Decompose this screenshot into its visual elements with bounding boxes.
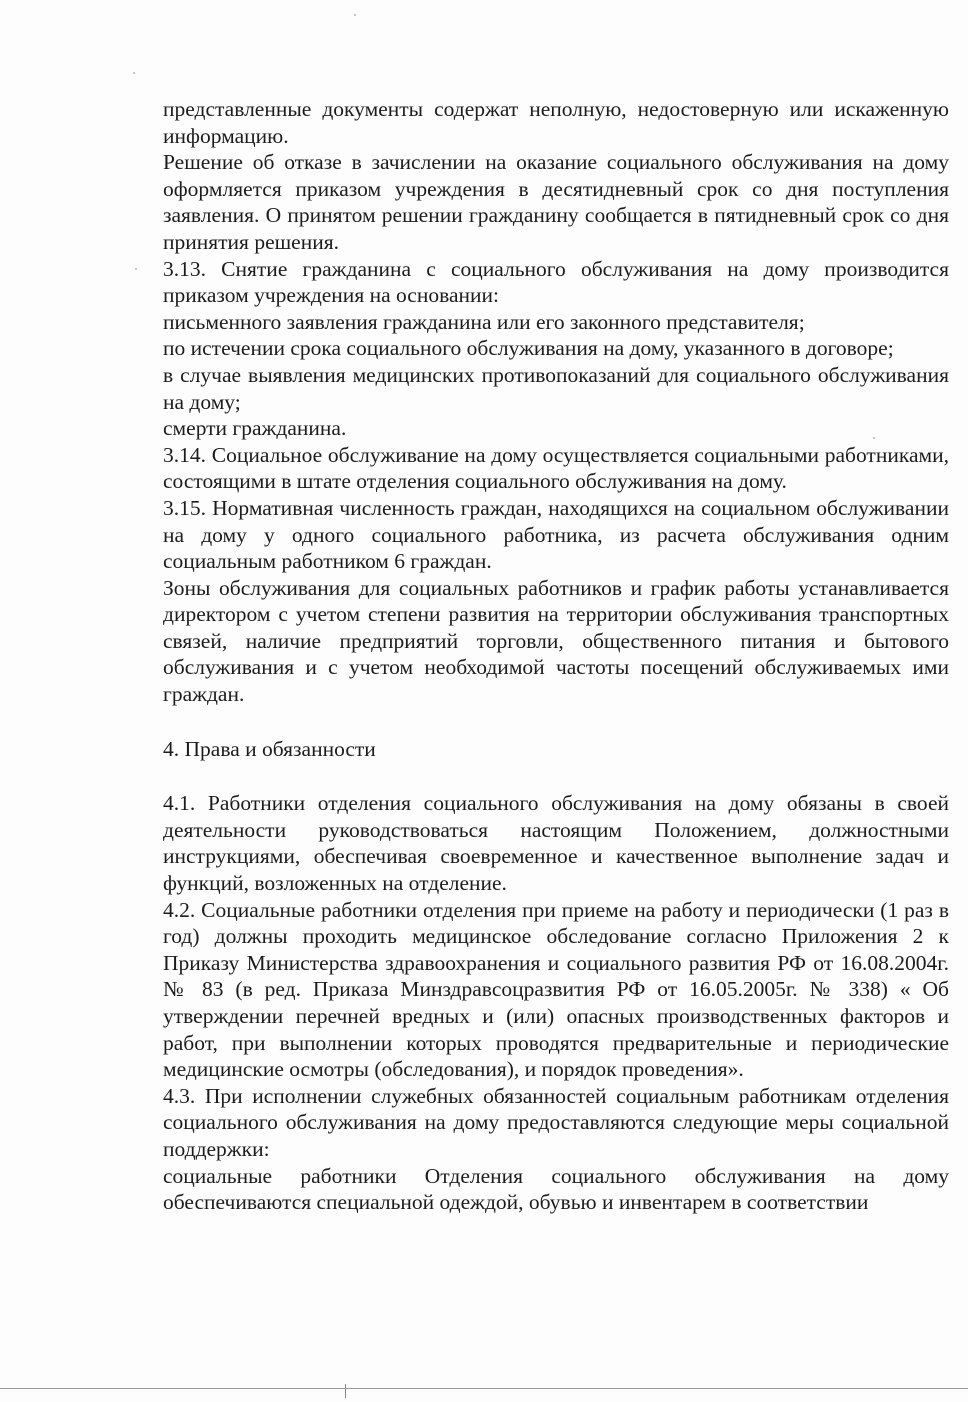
paragraph: 3.14. Социальное обслуживание на дому осуществляется социальными работниками, состоящими в штате отделения социального обслуживания на дому. xyxy=(163,442,949,494)
paragraph: письменного заявления гражданина или его законного представителя; xyxy=(163,309,805,334)
paragraph: 4.2. Социальные работники отделения при приеме на работу и периодически (1 раз в год) должны проходить медицинское обследование согласно Приложения 2 к Приказу Министерства здравоохранения и социального развития РФ от 16.08.2004г. № 83 (в ред. Приказа Минздравсоцразвития РФ от 16.05.2005г. № 338) « Об утверждении перечней вредных и (или) опасных производственных факторов и работ, при выполнении которых проводятся предварительные и периодические медицинские осмотры (обследования), и порядок проведения». xyxy=(163,897,949,1082)
paragraph: 3.15. Нормативная численность граждан, находящихся на социальном обслуживании на дому у одного социального работника, из расчета обслуживания одним социальным работником 6 граждан. xyxy=(163,495,949,574)
paragraph: по истечении срока социального обслуживания на дому, указанного в договоре; xyxy=(163,336,894,361)
paragraph: 4.3. При исполнении служебных обязанностей социальным работникам отделения социального обслуживания на дому предоставляются следующие меры социальной поддержки: xyxy=(163,1083,949,1161)
paragraph: Решение об отказе в зачислении на оказание социального обслуживания на дому оформляется приказом учреждения в десятидневный срок со дня поступления заявления. О принятом решении гражданину сообщается в пятидневный срок со дня принятия решения. xyxy=(163,150,949,254)
paragraph: в случае выявления медицинских противопоказаний для социального обслуживания на дому; xyxy=(163,362,949,414)
paragraph: Зоны обслуживания для социальных работников и график работы устанавливается директором с учетом степени развития на территории обслуживания транспортных связей, наличие предприятий торговли, общественного питания и бытового обслуживания и с учетом необходимой частоты посещений обслуживаемых ими граждан. xyxy=(163,575,949,707)
paragraph: 4.1. Работники отделения социального обслуживания на дому обязаны в своей деятельности руководствоваться настоящим Положением, должностными инструкциями, обеспечивая своевременное и качественное выполнение задач и функций, возложенных на отделение. xyxy=(163,791,949,896)
page-edge-line xyxy=(0,1388,968,1389)
paragraph: социальные работники Отделения социального обслуживания на дому обеспечиваются специальной одеждой, обувью и инвентарем в соответствии xyxy=(163,1163,949,1215)
section-heading: 4. Права и обязанности xyxy=(163,736,376,761)
scan-speck xyxy=(135,268,137,270)
document-body xyxy=(163,96,949,1216)
scan-speck xyxy=(133,72,135,74)
scan-speck xyxy=(354,14,356,16)
paragraph: представленные документы содержат неполную, недостоверную или искаженную информацию. xyxy=(163,97,949,148)
paragraph: смерти гражданина. xyxy=(163,416,347,441)
paragraph: 3.13. Снятие гражданина с социального обслуживания на дому производится приказом учреждения на основании: xyxy=(163,256,949,308)
page-edge-tick xyxy=(345,1384,346,1398)
